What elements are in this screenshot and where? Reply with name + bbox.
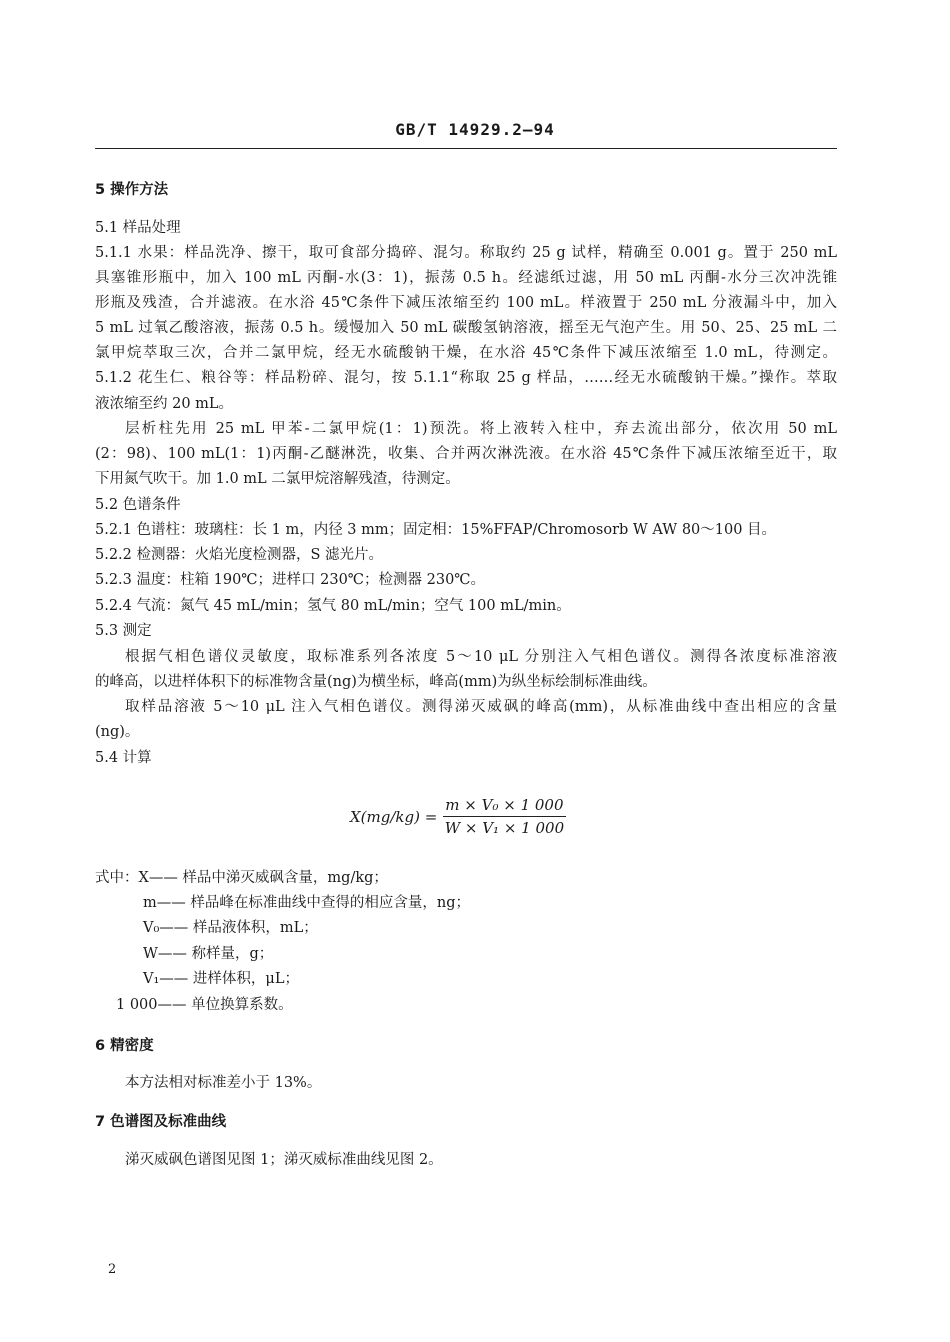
para-7: 涕灭威砜色谱图见图 1；涕灭威标准曲线见图 2。 bbox=[125, 1152, 443, 1168]
section-5-heading: 5 操作方法 bbox=[95, 182, 169, 198]
page-number: 2 bbox=[108, 1262, 117, 1277]
header-rule bbox=[95, 148, 837, 149]
subsection-5-1: 5.1 样品处理 bbox=[95, 220, 181, 236]
para-512-line5: 下用氮气吹干。加 1.0 mL 二氯甲烷溶解残渣，待测定。 bbox=[95, 471, 460, 487]
item-522: 5.2.2 检测器：火焰光度检测器，S 滤光片。 bbox=[95, 547, 384, 563]
para-53-line1: 根据气相色谱仪灵敏度，取标准系列各浓度 5～10 μL 分别注入气相色谱仪。测得各浓度标准溶液 bbox=[125, 649, 837, 665]
para-511-line4: 5 mL 过氧乙酸溶液，振荡 0.5 h。缓慢加入 50 mL 碳酸氢钠溶液，摇至无气泡产生。用 50、25、25 mL 二 bbox=[95, 320, 837, 336]
para-53-line3: 取样品溶液 5～10 μL 注入气相色谱仪。测得涕灭威砜的峰高(mm)，从标准曲线中查出相应的含量 bbox=[125, 699, 837, 715]
item-524: 5.2.4 气流：氮气 45 mL/min；氢气 80 mL/min；空气 100 mL/min。 bbox=[95, 598, 571, 614]
section-6-heading: 6 精密度 bbox=[95, 1038, 154, 1054]
formula-denominator: W × V₁ × 1 000 bbox=[444, 819, 565, 837]
calculation-formula bbox=[350, 796, 566, 837]
where-line-x: 式中：X—— 样品中涕灭威砜含量，mg/kg； bbox=[95, 870, 388, 886]
item-523: 5.2.3 温度：柱箱 190℃；进样口 230℃；检测器 230℃。 bbox=[95, 572, 486, 588]
formula-fraction bbox=[443, 796, 565, 837]
para-511-line5: 氯甲烷萃取三次，合并二氯甲烷，经无水硫酸钠干燥，在水浴 45℃条件下减压浓缩至 1.0 mL，待测定。 bbox=[95, 345, 837, 361]
subsection-5-2: 5.2 色谱条件 bbox=[95, 497, 181, 513]
para-512-line4: (2：98)、100 mL(1：1)丙酮-乙醚淋洗，收集、合并两次淋洗液。在水浴 45℃条件下减压浓缩至近干，取 bbox=[95, 446, 837, 462]
para-512-line2: 液浓缩至约 20 mL。 bbox=[95, 396, 234, 412]
para-511-line3: 形瓶及残渣，合并滤液。在水浴 45℃条件下减压浓缩至约 100 mL。样液置于 250 mL 分液漏斗中，加入 bbox=[95, 295, 837, 311]
where-line-m: m—— 样品峰在标准曲线中查得的相应含量，ng； bbox=[143, 895, 470, 911]
para-511-line1: 5.1.1 水果：样品洗净、擦干，取可食部分捣碎、混匀。称取约 25 g 试样，精确至 0.001 g。置于 250 mL bbox=[95, 245, 837, 261]
where-line-1000: 1 000—— 单位换算系数。 bbox=[116, 997, 293, 1013]
para-512-line1: 5.1.2 花生仁、粮谷等：样品粉碎、混匀，按 5.1.1“称取 25 g 样品，……经无水硫酸钠干燥。”操作。萃取 bbox=[95, 370, 837, 386]
item-521: 5.2.1 色谱柱：玻璃柱：长 1 m，内径 3 mm；固定相：15%FFAP/Chromosorb W AW 80～100 目。 bbox=[95, 522, 777, 538]
para-512-line3: 层析柱先用 25 mL 甲苯-二氯甲烷(1：1)预洗。将上液转入柱中，弃去流出部分，依次用 50 mL bbox=[125, 421, 837, 437]
para-6: 本方法相对标准差小于 13%。 bbox=[125, 1075, 322, 1091]
subsection-5-4: 5.4 计算 bbox=[95, 750, 152, 766]
formula-lhs: X(mg/kg) = bbox=[350, 807, 438, 826]
where-line-v1: V₁—— 进样体积，μL； bbox=[143, 971, 299, 987]
para-53-line4: (ng)。 bbox=[95, 724, 140, 740]
where-line-v0: V₀—— 样品液体积，mL； bbox=[143, 920, 318, 936]
subsection-5-3: 5.3 测定 bbox=[95, 623, 152, 639]
para-511-line2: 具塞锥形瓶中，加入 100 mL 丙酮-水(3：1)，振荡 0.5 h。经滤纸过滤，用 50 mL 丙酮-水分三次冲洗锥 bbox=[95, 270, 837, 286]
standard-header: GB/T 14929.2—94 bbox=[395, 120, 555, 139]
where-line-w: W—— 称样量，g； bbox=[143, 946, 274, 962]
para-53-line2: 的峰高，以进样体积下的标准物含量(ng)为横坐标，峰高(mm)为纵坐标绘制标准曲线。 bbox=[95, 674, 657, 690]
section-7-heading: 7 色谱图及标准曲线 bbox=[95, 1114, 227, 1130]
formula-numerator: m × V₀ × 1 000 bbox=[443, 796, 565, 817]
